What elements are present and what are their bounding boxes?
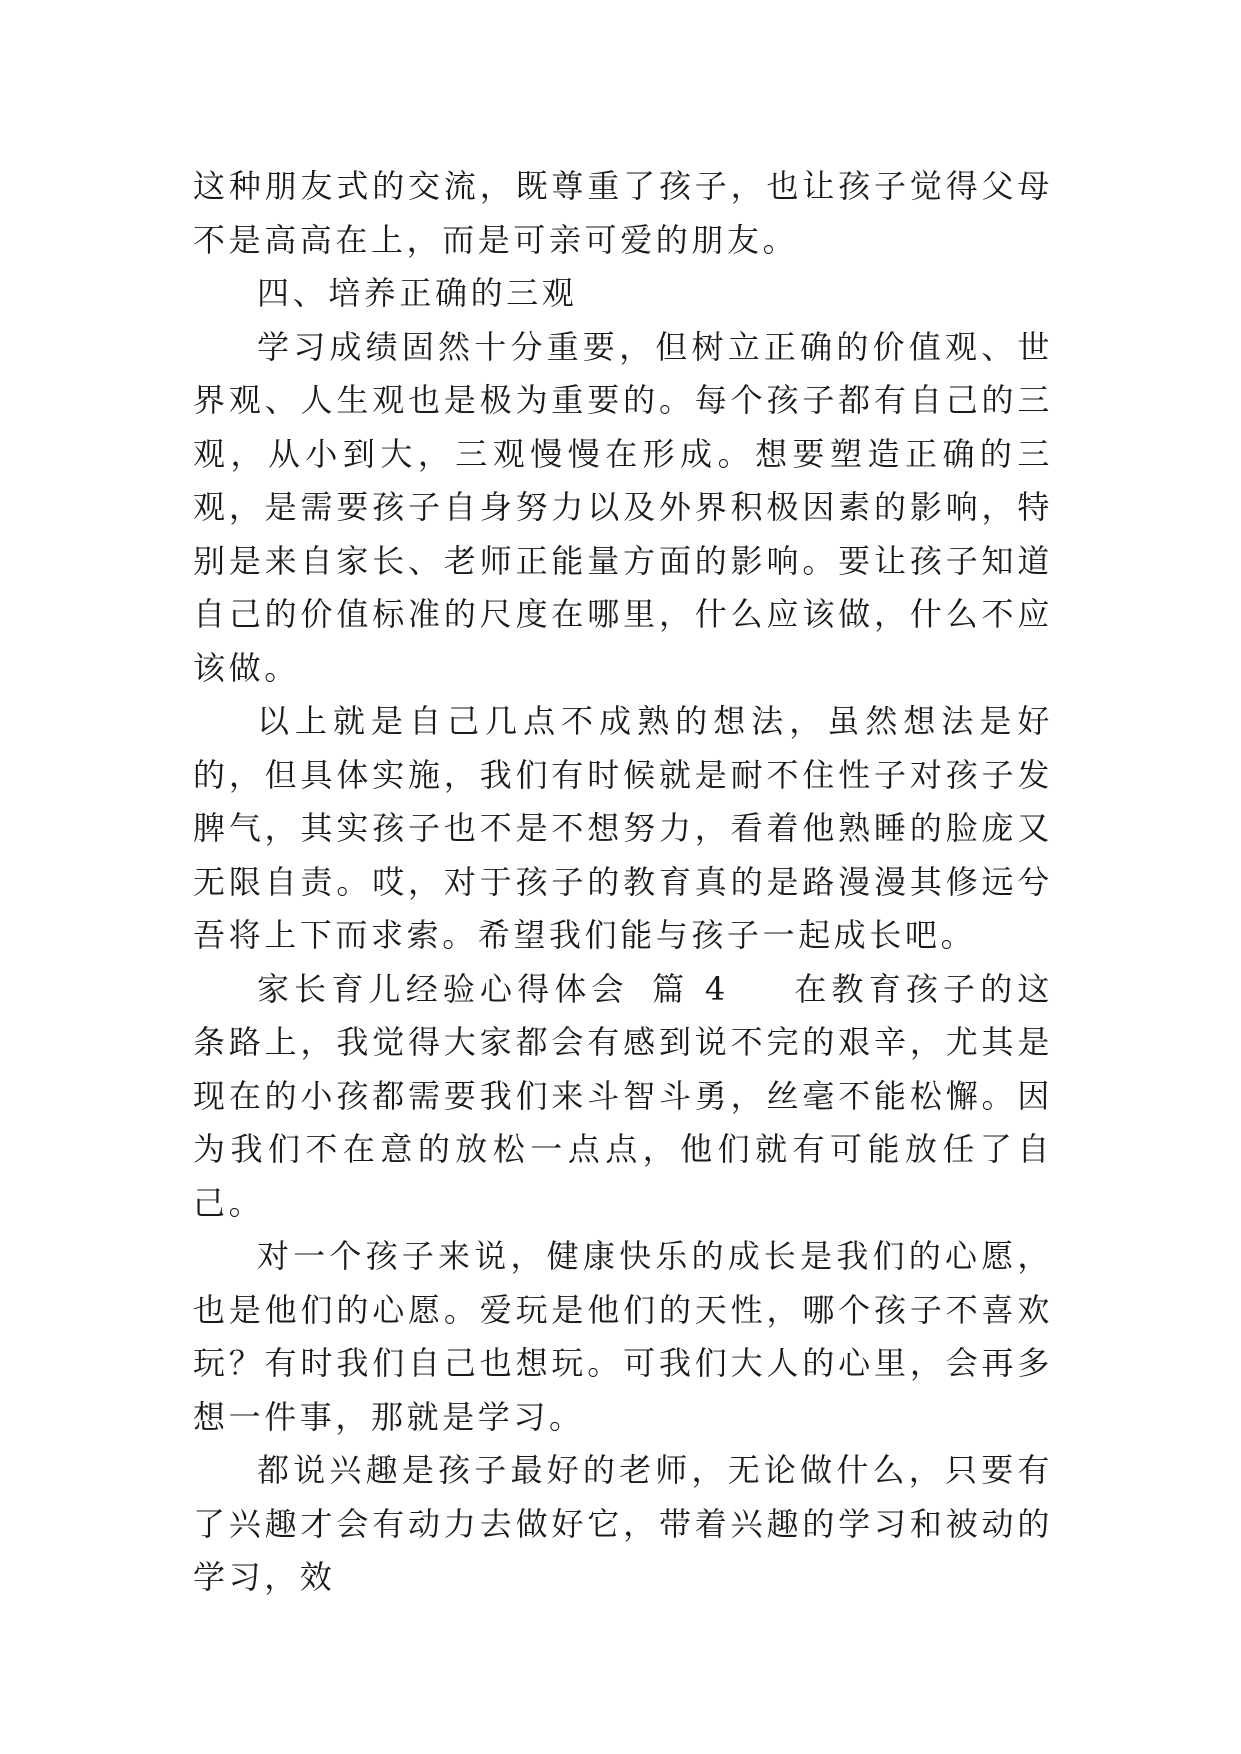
- paragraph-interest: 都说兴趣是孩子最好的老师，无论做什么，只要有了兴趣才会有动力去做好它，带着兴趣的学习和被动的学习，效: [193, 1451, 1053, 1596]
- paragraph-conclusion: 以上就是自己几点不成熟的想法，虽然想法是好的，但具体实施，我们有时候就是耐不住性子对孩子发脾气，其实孩子也不是不想努力，看着他熟睡的脸庞又无限自责。哎，对于孩子的教育真的是路漫漫其修远兮吾将上下而求索。希望我们能与孩子一起成长吧。: [193, 702, 1053, 954]
- paragraph-part-4-intro: [193, 963, 1053, 1231]
- paragraph-three-views: 学习成绩固然十分重要，但树立正确的价值观、世界观、人生观也是极为重要的。每个孩子都有自己的三观，从小到大，三观慢慢在形成。想要塑造正确的三观，是需要孩子自身努力以及外界积极因素的影响，特别是来自家长、老师正能量方面的影响。要让孩子知道自己的价值标准的尺度在哪里，什么应该做，什么不应该做。: [193, 327, 1053, 687]
- document-body: [193, 160, 1053, 1605]
- paragraph-friendly-communication: 这种朋友式的交流，既尊重了孩子，也让孩子觉得父母不是高高在上，而是可亲可爱的朋友。: [193, 167, 1053, 259]
- article-part-label: 篇 4: [650, 969, 729, 1008]
- article-title: 家长育儿经验心得体会: [257, 969, 629, 1008]
- paragraph-healthy-growth: 对一个孩子来说，健康快乐的成长是我们的心愿，也是他们的心愿。爱玩是他们的天性，哪个孩子不喜欢玩？有时我们自己也想玩。可我们大人的心里，会再多想一件事，那就是学习。: [193, 1237, 1053, 1436]
- paragraph-part-4-text: 在教育孩子的这条路上，我觉得大家都会有感到说不完的艰辛，尤其是现在的小孩都需要我们来斗智斗勇，丝毫不能松懈。因为我们不在意的放松一点点，他们就有可能放任了自己。: [193, 969, 1054, 1222]
- section-heading-three-views: 四、培养正确的三观: [257, 274, 578, 312]
